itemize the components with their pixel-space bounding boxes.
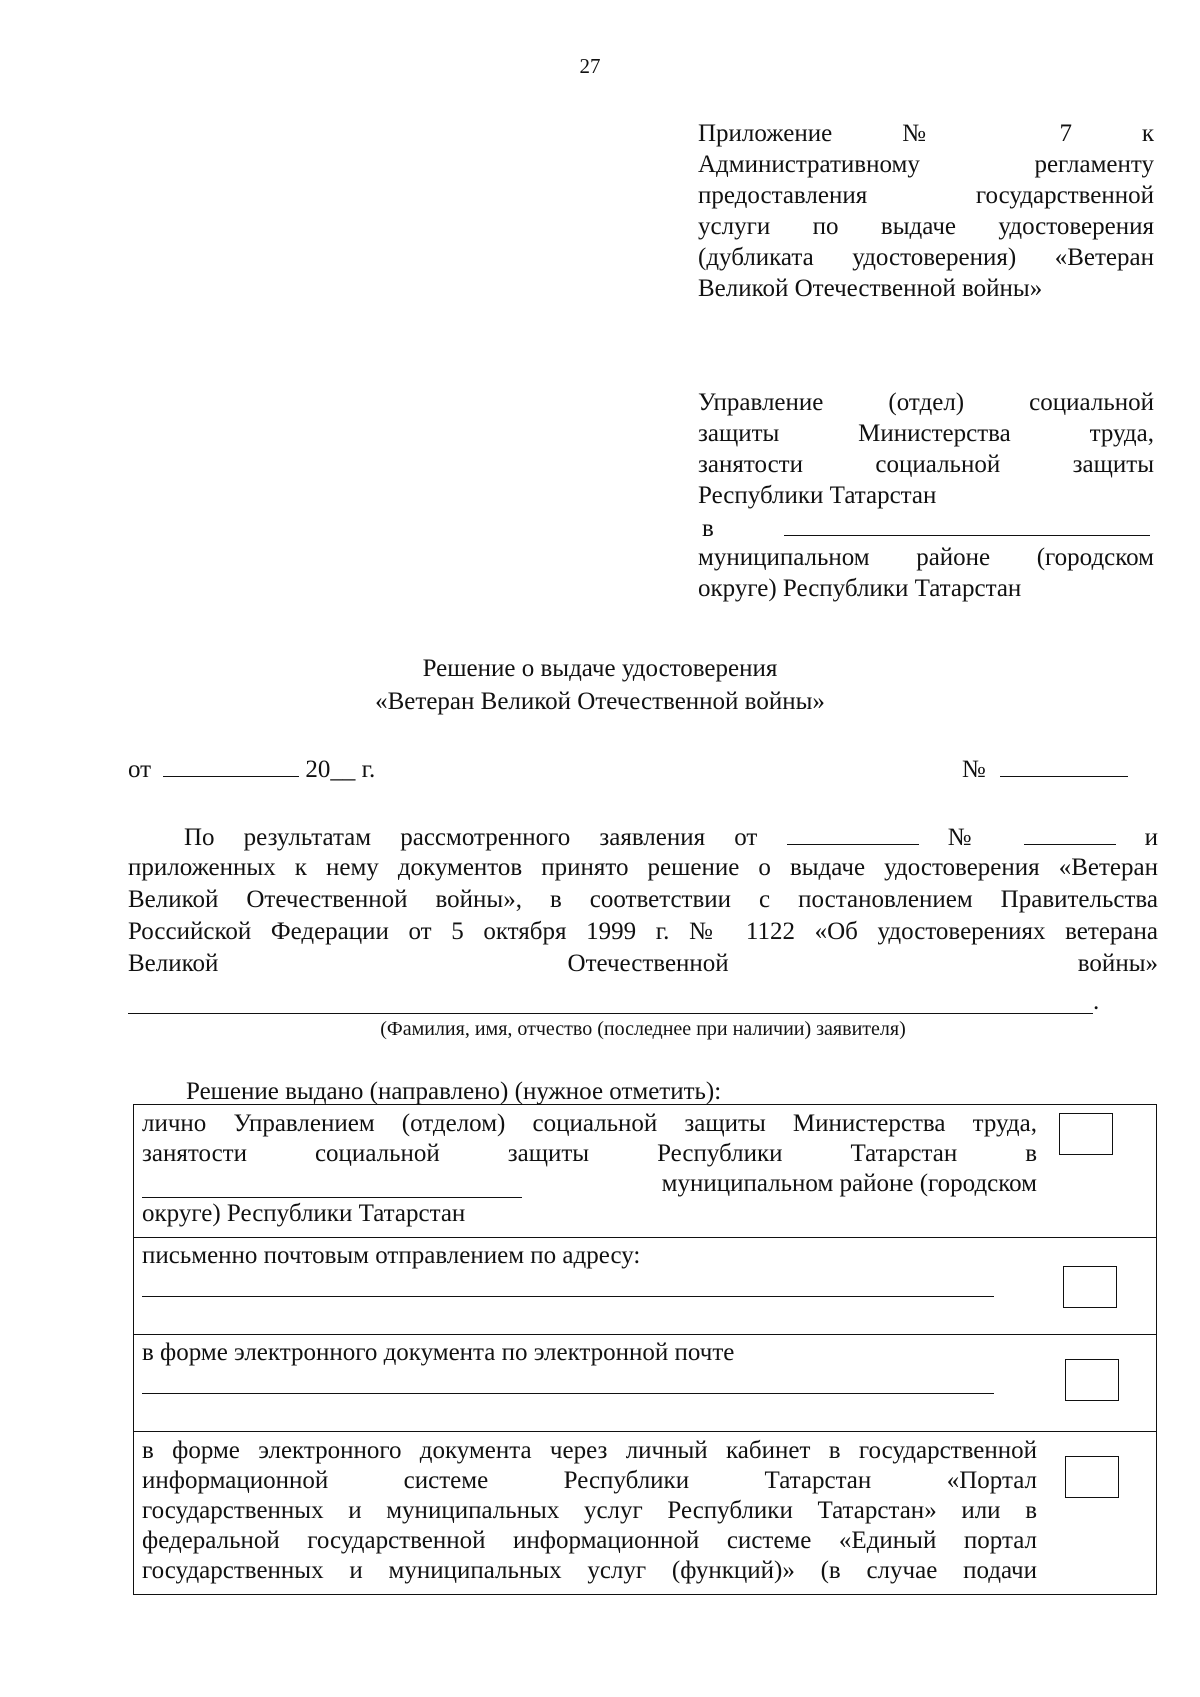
date-blank	[163, 752, 299, 777]
appendix-line: предоставления государственной	[698, 182, 1154, 209]
body-line: Российской Федерации от 5 октября 1999 г. № 1122 «Об удостоверениях ветерана	[128, 918, 1158, 945]
delivery-caption: Решение выдано (направлено) (нужное отметить):	[186, 1078, 722, 1105]
checkbox-mail[interactable]	[1063, 1266, 1117, 1308]
decision-body	[128, 820, 1158, 980]
checkbox-email[interactable]	[1065, 1359, 1119, 1401]
application-number-blank	[1024, 820, 1116, 845]
appendix-line: Великой Отечественной войны»	[698, 275, 1043, 302]
body-line: приложенных к нему документов принято решение о выдаче удостоверения «Ветеран	[128, 854, 1158, 881]
date-from-label: от	[128, 756, 152, 783]
appendix-line: услуги по выдаче удостоверения	[698, 213, 1154, 240]
application-date-blank	[787, 820, 919, 845]
date-year: 20__ г.	[305, 756, 376, 783]
body-line: По результатам рассмотренного заявления от № и	[128, 820, 1158, 852]
number-blank	[1000, 752, 1128, 777]
title-line: «Ветеран Великой Отечественной войны»	[375, 688, 825, 715]
applicant-name-blank	[128, 993, 1093, 1014]
option-text: в форме электронного документа по электронной почте	[142, 1339, 735, 1366]
email-blank	[142, 1393, 994, 1394]
option-row-email	[134, 1334, 1156, 1431]
date-number-line	[128, 752, 1158, 786]
recipient-line: Республики Татарстан	[698, 482, 937, 509]
recipient-line: муниципальном районе (городском	[698, 544, 1154, 571]
document-title	[0, 652, 1200, 718]
page-number: 27	[579, 54, 601, 78]
recipient-prefix: в	[702, 515, 714, 542]
body-line: Великой Отечественной войны»	[128, 950, 1158, 977]
appendix-line: (дубликата удостоверения) «Ветеран	[698, 244, 1154, 271]
option-row-portal	[134, 1431, 1156, 1594]
applicant-name-caption: (Фамилия, имя, отчество (последнее при наличии) заявителя)	[380, 1018, 906, 1040]
delivery-options-table	[133, 1104, 1157, 1595]
checkbox-personal[interactable]	[1059, 1113, 1113, 1155]
title-line: Решение о выдаче удостоверения	[422, 655, 778, 682]
body-line: Великой Отечественной войны», в соответствии с постановлением Правительства	[128, 886, 1158, 913]
option-text: лично Управлением (отделом) социальной защиты Министерства труда, занятости социальной защиты Республики Татарстан в муниципальном районе (городском округе) Республики Татарстан	[142, 1110, 1037, 1227]
option-text: письменно почтовым отправлением по адресу:	[142, 1242, 641, 1269]
option-text: в форме электронного документа через личный кабинет в государственной информационной системе Республики Татарстан «Портал государственных и муниципальных услуг Республики Татарстан» или в федеральной государственной информационной системе «Единый портал государственных и муниципальных услуг (функций)» (в случае подачи	[142, 1437, 1037, 1584]
recipient-line: занятости социальной защиты	[698, 451, 1154, 478]
district-blank	[142, 1173, 522, 1198]
address-blank	[142, 1296, 994, 1297]
number-sign: №	[961, 756, 986, 783]
recipient-block	[698, 387, 1154, 604]
appendix-line: Административному регламенту	[698, 151, 1154, 178]
option-row-personal	[134, 1105, 1156, 1237]
fio-dot: .	[1093, 988, 1100, 1015]
recipient-line: Управление (отдел) социальной	[698, 389, 1154, 416]
recipient-line: защиты Министерства труда,	[698, 420, 1154, 447]
checkbox-portal[interactable]	[1065, 1456, 1119, 1498]
district-blank	[784, 511, 1150, 536]
option-row-mail	[134, 1237, 1156, 1334]
appendix-line: Приложение № 7 к	[698, 120, 1154, 147]
recipient-line: округе) Республики Татарстан	[698, 575, 1022, 602]
recipient-district-line	[698, 511, 1154, 542]
appendix-note	[698, 118, 1154, 304]
